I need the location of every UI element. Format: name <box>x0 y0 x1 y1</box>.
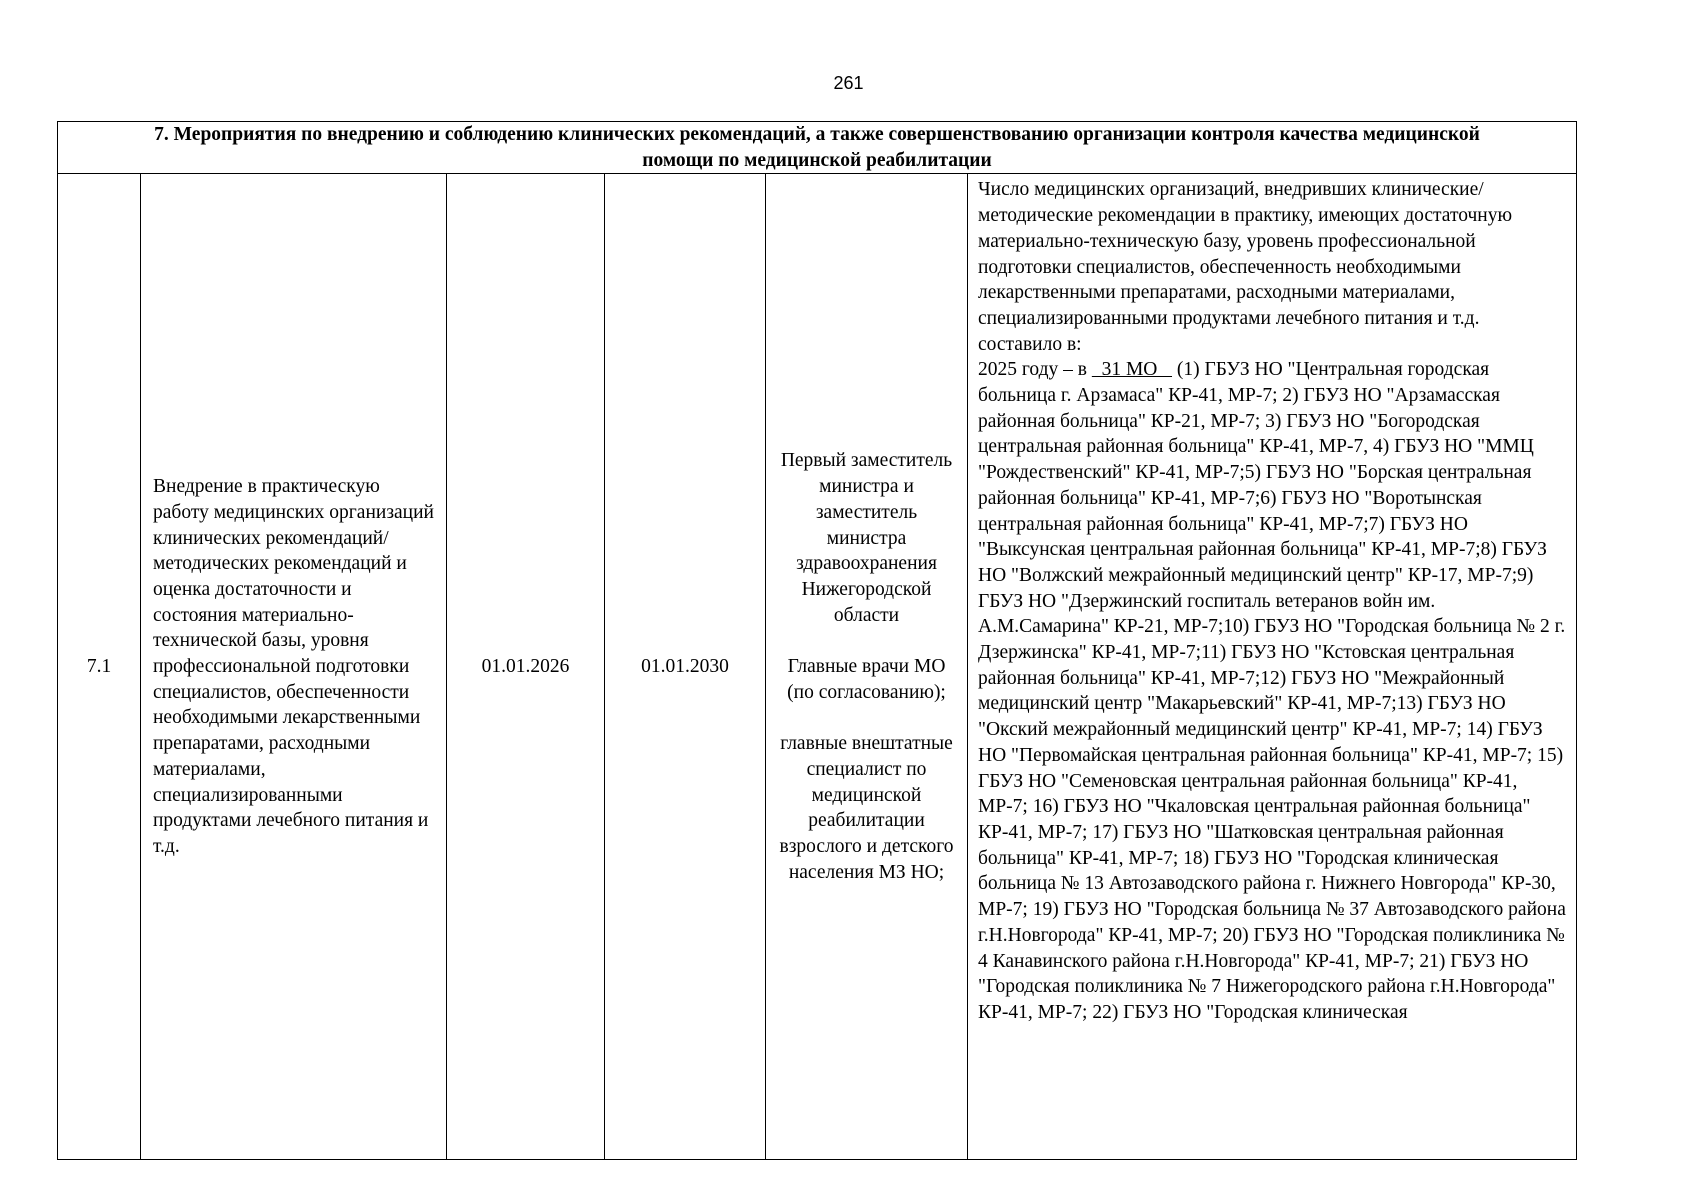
table-row <box>58 174 1577 1160</box>
result-content <box>978 177 1568 1159</box>
row-number: 7.1 <box>58 174 141 1160</box>
result-year-prefix: 2025 году – в <box>978 359 1092 381</box>
measure-name: Внедрение в практическую работу медицинских организаций клинических рекомендаций/методических рекомендаций и оценка достаточности и состояния материально-технической базы, уровня профессиональной подготовки специалистов, обеспеченности необходимыми лекарственными препаратами, расходными материалами, специализированными продуктами лечебного питания и т.д. <box>141 174 447 1160</box>
page-number: 261 <box>833 73 864 93</box>
responsible-cell <box>766 174 968 1160</box>
result-count: 31 МО <box>1091 359 1173 381</box>
section-title: 7. Мероприятия по внедрению и соблюдению клинических рекомендаций, а также совершенствованию организации контроля качества медицинской помощи по медицинской реабилитации <box>154 124 1480 171</box>
end-date: 01.01.2030 <box>605 174 766 1160</box>
responsible-officials: Первый заместитель министра и заместитель министра здравоохранения Нижегородской области <box>780 450 953 626</box>
section-title-cell <box>58 122 1577 174</box>
section-header-row <box>58 122 1577 174</box>
spacer <box>774 705 959 731</box>
result-details: (1) ГБУЗ НО "Центральная городская больница г. Арзамаса" КР-41, МР-7; 2) ГБУЗ НО "Арзамасская районная больница" КР-21, МР-7; 3) ГБУЗ НО "Богородская центральная районная больница" КР-41, МР-7, 4) ГБУЗ НО "ММЦ "Рождественский" КР-41, МР-7;5) ГБУЗ НО "Борская центральная районная больница" КР-41, МР-7;6) ГБУЗ НО "Воротынская центральная районная больница" КР-41, МР-7;7) ГБУЗ НО "Выксунская центральная районная больница" КР-41, МР-7;8) ГБУЗ НО "Волжский межрайонный медицинский центр" КР-17, МР-7;9) ГБУЗ НО "Дзержинский госпиталь ветеранов войн им. А.М.Самарина" КР-21, МР-7;10) ГБУЗ НО "Городская больница № 2 г. Дзержинска" КР-41, МР-7;11) ГБУЗ НО "Кстовская центральная районная больница" КР-41, МР-7;12) ГБУЗ НО "Межрайонный медицинский центр "Макарьевский" КР-41, МР-7;13) ГБУЗ НО "Окский межрайонный медицинский центр" КР-41, МР-7; 14) ГБУЗ НО "Первомайская центральная районная больница" КР-41, МР-7; 15) ГБУЗ НО "Семеновская центральная районная больница" КР-41, МР-7; 16) ГБУЗ НО "Чкаловская центральная районная больница" КР-41, МР-7; 17) ГБУЗ НО "Шатковская центральная районная больница" КР-41, МР-7; 18) ГБУЗ НО "Городская клиническая больница № 13 Автозаводского района г. Нижнего Новгорода" КР-30, МР-7; 19) ГБУЗ НО "Городская больница № 37 Автозаводского района г.Н.Новгорода" КР-41, МР-7; 20) ГБУЗ НО "Городская поликлиника № 4 Канавинского района г.Н.Новгорода" КР-41, МР-7; 21) ГБУЗ НО "Городская поликлиника № 7 Нижегородского района г.Н.Новгорода" КР-41, МР-7; 22) ГБУЗ НО "Городская клиническая <box>978 359 1566 1023</box>
start-date: 01.01.2026 <box>447 174 605 1160</box>
responsible-chief-doctors: Главные врачи МО (по согласованию); <box>787 656 946 703</box>
spacer <box>774 628 959 654</box>
result-cell <box>968 174 1577 1160</box>
result-details-block <box>978 357 1568 1025</box>
result-intro: Число медицинских организаций, внедривших клинические/методические рекомендации в практику, имеющих достаточную материально-техническую базу, уровень профессиональной подготовки специалистов, обеспеченность необходимыми лекарственными препаратами, расходными материалами, специализированными продуктами лечебного питания и т.д. составило в: <box>978 179 1513 355</box>
measures-table <box>57 121 1577 1160</box>
responsible-specialists: главные внештатные специалист по медицинской реабилитации взрослого и детского населения МЗ НО; <box>779 733 954 883</box>
